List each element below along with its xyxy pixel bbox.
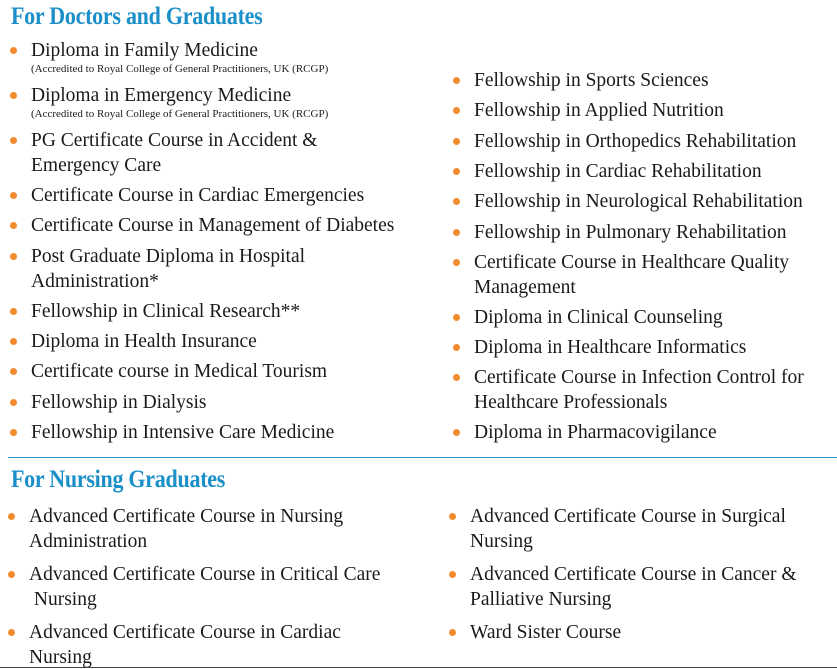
section-title-doctors: For Doctors and Graduates xyxy=(11,3,263,30)
course-title: Advanced Certificate Course in Cardiac xyxy=(29,622,341,643)
course-title: Diploma in Health Insurance xyxy=(31,331,257,352)
course-title: Diploma in Pharmacovigilance xyxy=(474,422,717,443)
course-title: Post Graduate Diploma in Hospital xyxy=(31,246,306,267)
bullet-icon xyxy=(453,229,460,236)
bullet-icon xyxy=(10,222,17,229)
bullet-icon xyxy=(10,308,17,315)
course-title: Fellowship in Cardiac Rehabilitation xyxy=(474,161,762,182)
bullet-icon xyxy=(10,368,17,375)
course-title: Advanced Certificate Course in Cancer & xyxy=(470,564,797,585)
bullet-icon xyxy=(10,429,17,436)
course-title: Diploma in Clinical Counseling xyxy=(474,307,723,328)
bullet-icon xyxy=(8,513,15,520)
course-title-continued: Administration* xyxy=(31,271,159,292)
course-title-continued: Management xyxy=(474,277,576,298)
course-title: Fellowship in Pulmonary Rehabilitation xyxy=(474,222,787,243)
bullet-icon xyxy=(453,77,460,84)
bullet-icon xyxy=(10,399,17,406)
bullet-icon xyxy=(10,192,17,199)
accreditation-note: (Accredited to Royal College of General Practitioners, UK (RCGP) xyxy=(31,108,329,120)
bullet-icon xyxy=(453,168,460,175)
bullet-icon xyxy=(10,338,17,345)
bullet-icon xyxy=(8,571,15,578)
course-title: Fellowship in Intensive Care Medicine xyxy=(31,422,335,443)
bullet-icon xyxy=(10,137,17,144)
bullet-icon xyxy=(453,107,460,114)
course-title: Diploma in Emergency Medicine xyxy=(31,85,292,106)
course-title: Advanced Certificate Course in Nursing xyxy=(29,506,344,527)
course-title-continued: Healthcare Professionals xyxy=(474,392,668,413)
bullet-icon xyxy=(449,629,456,636)
course-title-continued: Palliative Nursing xyxy=(470,589,612,610)
course-title: Advanced Certificate Course in Critical Care xyxy=(29,564,381,585)
course-title: Fellowship in Dialysis xyxy=(31,392,207,413)
course-title: Advanced Certificate Course in Surgical xyxy=(470,506,786,527)
course-title: PG Certificate Course in Accident & xyxy=(31,130,318,151)
bullet-icon xyxy=(10,92,17,99)
bullet-icon xyxy=(449,571,456,578)
course-title: Certificate Course in Cardiac Emergencies xyxy=(31,185,365,206)
course-title: Fellowship in Applied Nutrition xyxy=(474,100,724,121)
bullet-icon xyxy=(449,513,456,520)
bullet-icon xyxy=(453,138,460,145)
course-title: Certificate Course in Infection Control for xyxy=(474,367,804,388)
bullet-icon xyxy=(453,374,460,381)
course-title: Fellowship in Neurological Rehabilitation xyxy=(474,191,803,212)
accreditation-note: (Accredited to Royal College of General Practitioners, UK (RCGP) xyxy=(31,63,329,75)
course-title: Diploma in Family Medicine xyxy=(31,40,258,61)
course-title-continued: Nursing xyxy=(29,647,92,668)
bullet-icon xyxy=(453,198,460,205)
bullet-icon xyxy=(10,253,17,260)
course-title-continued: Nursing xyxy=(29,589,97,610)
bullet-icon xyxy=(453,429,460,436)
course-title-continued: Nursing xyxy=(470,531,533,552)
bullet-icon xyxy=(10,47,17,54)
course-title: Fellowship in Orthopedics Rehabilitation xyxy=(474,131,797,152)
course-title: Fellowship in Sports Sciences xyxy=(474,70,709,91)
course-title: Certificate Course in Healthcare Quality xyxy=(474,252,790,273)
bullet-icon xyxy=(8,629,15,636)
course-title-continued: Emergency Care xyxy=(31,155,162,176)
course-title: Fellowship in Clinical Research** xyxy=(31,301,301,322)
bullet-icon xyxy=(453,314,460,321)
bullet-icon xyxy=(453,259,460,266)
course-title: Ward Sister Course xyxy=(470,622,622,643)
bullet-icon xyxy=(453,344,460,351)
section-divider xyxy=(8,457,837,458)
bottom-rule xyxy=(0,667,837,668)
course-title: Certificate course in Medical Tourism xyxy=(31,361,328,382)
course-title-continued: Administration xyxy=(29,531,148,552)
course-title: Diploma in Healthcare Informatics xyxy=(474,337,747,358)
section-title-nursing: For Nursing Graduates xyxy=(11,466,226,493)
course-title: Certificate Course in Management of Diabetes xyxy=(31,215,395,236)
